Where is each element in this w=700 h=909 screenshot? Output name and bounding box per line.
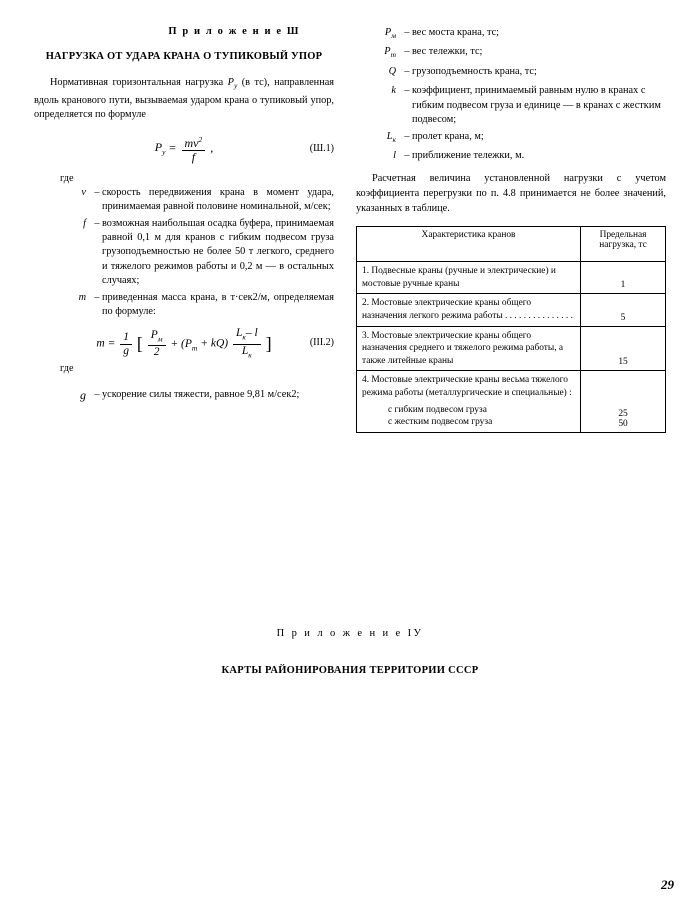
formula-1-denominator: f [191,149,196,164]
appendix-4-title: КАРТЫ РАЙОНИРОВАНИЯ ТЕРРИТОРИИ СССР [221,665,479,676]
formula-2 [34,327,334,361]
table-header-row [357,227,666,262]
definition-symbol: $P_м$ [384,27,396,41]
definition-text: коэффициент, принимаемый равным нулю в кранах с гибким подвесом груза и единице — в кранах с жестким подвесом; [412,85,661,126]
definition-item [356,45,666,62]
gde-label-2: где [60,363,74,375]
definition-dash: – [94,389,100,401]
definition-item [34,186,334,215]
appendix-4-block [0,628,700,676]
subrow-description: с гибким подвесом груза [388,404,487,415]
definition-dash: – [94,291,100,303]
definition-dash: – [404,150,410,162]
row-number: 3. [362,330,370,341]
subrow-description: с жестким подвесом груза [388,417,493,428]
row-description-text: Мостовые электрические краны общего назначения легкого режима работы . . . . . . . . . . . . . . . [362,298,573,322]
definition-text: вес моста крана, тс; [412,27,500,38]
row-description [357,294,581,326]
formula-1 [34,133,334,167]
row-number: 2. [362,298,370,309]
definition-dash: – [94,186,100,198]
formula-2-lk-num: $L_к-$ l [233,327,261,344]
row-value [581,371,666,432]
definition-dash: – [94,217,100,229]
left-column [34,26,334,404]
definition-text: ускорение силы тяжести, равное 9,81 м/сек2; [102,389,300,401]
formula-2-coef-den: g [123,344,129,357]
definition-text: возможная наибольшая осадка буфера, принимаемая равной 0,1 м для кранов с гибким подвесом груза грузоподъемностью не более 50 т легкого, среднего и тяжелого режимов работы и 0,2 м — в остальных случаях; [102,217,334,287]
formula-1-numerator: $mv^2$ [182,133,206,151]
definition-symbol: $L_к$ [386,130,396,144]
row-value: 15 [581,326,666,371]
formula-2-open-bracket: [ [136,333,143,354]
row-description-text: Подвесные краны (ручные и электрические) и мостовые ручные краны [362,266,556,289]
formula-2-lk-fraction [233,327,261,361]
formula-2-pm-num: $P_м$ [148,329,166,346]
section-title: НАГРУЗКА ОТ УДАРА КРАНА О ТУПИКОВЫЙ УПОР [45,51,323,62]
formula-1-comma: , [210,140,214,155]
definition-symbol: f [83,217,86,229]
formula-2-equals: = [107,337,116,350]
definition-symbol: g [80,388,86,403]
definition-dash: – [404,27,410,38]
crane-load-table [356,226,666,433]
definition-text: приведенная масса крана, в т·сек2/м, определяемая по формуле: [102,291,334,318]
definition-item [34,291,334,320]
definition-list-2 [34,388,334,402]
definition-dash: – [404,85,410,97]
row-description-main [362,374,575,399]
definition-symbol: l [393,150,396,162]
appendix-4-label: П р и л о ж е н и е IУ [276,628,424,639]
definition-text: пролет крана, м; [412,130,484,142]
row-value: 5 [581,294,666,326]
column-header-characteristic: Характеристика кранов [357,227,581,262]
formula-1-lhs: $P_у$ [154,140,166,157]
formula-2-coefficient [120,331,132,358]
definition-symbol: m [78,291,86,303]
formula-2-pm-fraction [148,329,166,359]
row-description [357,262,581,294]
definition-item [34,217,334,289]
intro-text-2: (в [241,77,251,88]
appendix-3-label: П р и л о ж е н и е Ш [168,26,300,37]
definition-symbol: $P_т$ [384,46,396,60]
formula-2-close-bracket: ] [265,333,272,354]
table-row [357,371,666,432]
formula-2-lk-den: $L_к$ [241,344,252,360]
subrow-value: 25 [618,408,628,419]
definition-text: грузоподъемность крана, тс; [412,65,537,77]
table-body [357,262,666,433]
definition-text: приближение тележки, м. [412,150,525,162]
definition-item [356,149,666,166]
definition-text: вес тележки, тс; [412,46,483,58]
formula-2-plus2: + kQ) [200,337,229,350]
definition-symbol: v [81,186,86,198]
column-header-limit-load [581,227,666,262]
definition-dash: – [404,46,410,58]
definition-item [34,388,334,402]
row-description [357,371,581,432]
definition-item [356,26,666,43]
definition-item [356,65,666,82]
definition-dash: – [404,65,410,77]
note-paragraph: Расчетная величина установленной нагрузки с учетом коэффициента перегрузки по п. 4.8 принимается не более значений, указанных в таблице. [356,173,666,214]
page-number: 29 [661,877,674,892]
table-row [357,326,666,371]
formula-2-plus: + ($P_т$ [170,337,198,353]
definition-symbol: Q [388,65,396,77]
row-description [357,326,581,371]
definition-list-1 [34,186,334,320]
formula-2-lhs: m [96,337,105,350]
formula-1-number: (Ш.1) [309,142,334,154]
definition-item [356,84,666,127]
gde-label-1: где [60,172,74,184]
formula-1-body [34,133,334,164]
formula-1-fraction [182,133,206,164]
formula-2-pm-den: 2 [153,346,160,359]
formula-2-number: (III.2) [309,337,334,349]
intro-text-3: тс), направленная вдоль кранового пути, вызываемая ударом крана о тупиковый упор, определяется по формуле [34,77,335,121]
definition-dash: – [404,130,410,142]
row-description-text: Мостовые электрические краны весьма тяжелого режима работы (металлургические и специальные) : [362,375,572,399]
intro-text-1: Нормативная горизонтальная нагрузка [50,77,224,88]
definition-symbol: k [391,85,396,97]
subrow-value: 50 [618,418,628,429]
column-header-limit-load-text: Предельная нагрузка, тс [599,230,647,251]
right-column [356,26,666,433]
intro-symbol: $P_у$ [227,77,238,91]
definition-list-right [356,26,666,166]
row-number: 1. [362,266,370,277]
table-row [357,262,666,294]
row-description-text: Мостовые электрические краны общего назначения среднего и тяжелого режима работы, а также литейные краны [362,330,564,366]
definition-text: скорость передвижения крана в момент удара, принимаемая равной половине номинальной, м/сек; [102,186,334,213]
table-row [357,294,666,326]
formula-1-equals: = [168,140,177,155]
table-head [357,227,666,262]
row-number: 4. [362,375,370,386]
formula-2-coef-num: 1 [120,331,132,345]
intro-paragraph [34,76,334,123]
definition-item [356,130,666,147]
row-value: 1 [581,262,666,294]
